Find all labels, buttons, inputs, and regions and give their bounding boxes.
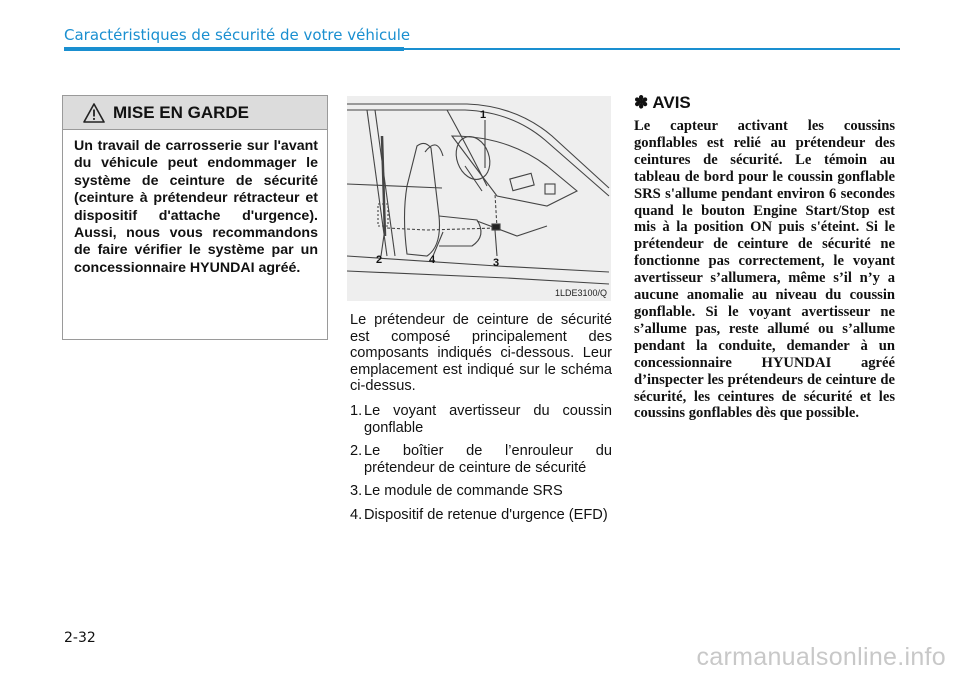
intro-paragraph: Le prétendeur de ceinture de sécurité est composé principalement des composants indiqués ci-dessous. Leur emplacement est indiqué sur le schéma ci-dessus.: [350, 312, 612, 395]
warning-box: [62, 95, 328, 340]
notice-text: Le capteur activant les coussins gonflables est relié au prétendeur des ceintures de sécurité. Le témoin au tableau de bord pour le coussin gonflable SRS s'allume pendant environ 6 secondes quand le bouton Engine Start/Stop est mis à la position ON puis s'éteint. Si le prétendeur de ceinture de sécurité ne fonctionne pas correctement, le voyant avertisseur s’allumera, même s’il n’y a aucune anomalie au niveau du coussin gonflable. Si le voyant avertisseur ne s’allume pas, reste allumé ou s’allume pendant la conduite, demander à un concessionnaire HYUNDAI agréé d’inspecter les prétendeurs de ceinture de sécurité, les ceintures de sécurité et les coussins gonflables dès que possible.: [634, 118, 895, 422]
watermark-text: carmanualsonline.info: [696, 643, 946, 671]
list-item-number: 1.: [350, 402, 363, 419]
list-item: [350, 443, 612, 476]
diagram-caption: 1LDE3100/Q: [554, 288, 607, 298]
list-item: [350, 483, 612, 500]
main-content: [350, 312, 612, 531]
car-interior-illustration: [347, 96, 611, 301]
list-item-text: Le voyant avertisseur du coussin gonflable: [364, 402, 612, 436]
page-number: 2-32: [64, 630, 96, 646]
warning-triangle-icon: [83, 103, 105, 123]
warning-text: Un travail de carrosserie sur l'avant du véhicule peut endommager le système de ceinture de sécurité (ceinture à prétendeur rétracteur et dispositif d'attache d'urgence). Aussi, nous vous recommandons de faire vérifier le système par un concessionnaire HYUNDAI agréé.: [74, 138, 318, 276]
warning-title: MISE EN GARDE: [113, 102, 250, 122]
list-item-number: 3.: [350, 483, 363, 500]
callout-4: 4: [429, 254, 436, 266]
list-item: [350, 403, 612, 436]
seatbelt-pretensioner-diagram: [347, 96, 611, 301]
notice-heading: [634, 93, 691, 113]
list-item-text: Dispositif de retenue d'urgence (EFD): [364, 506, 608, 523]
callout-2: 2: [376, 254, 383, 266]
component-list: [350, 403, 612, 524]
list-item-number: 4.: [350, 506, 363, 523]
callout-1: 1: [480, 109, 487, 121]
list-item-number: 2.: [350, 443, 363, 460]
header-rule-thin: [404, 48, 900, 50]
callout-3: 3: [493, 257, 500, 269]
header-rule-thick: [64, 47, 404, 51]
list-item-text: Le module de commande SRS: [364, 483, 563, 500]
warning-header: [63, 96, 327, 130]
section-header-title: Caractéristiques de sécurité de votre véhicule: [64, 26, 411, 44]
list-item-text: Le boîtier de l’enrouleur du prétendeur de ceinture de sécurité: [364, 443, 612, 476]
list-item: [350, 507, 612, 524]
notice-title: AVIS: [652, 93, 691, 112]
notice-symbol-icon: ✽: [634, 93, 649, 112]
